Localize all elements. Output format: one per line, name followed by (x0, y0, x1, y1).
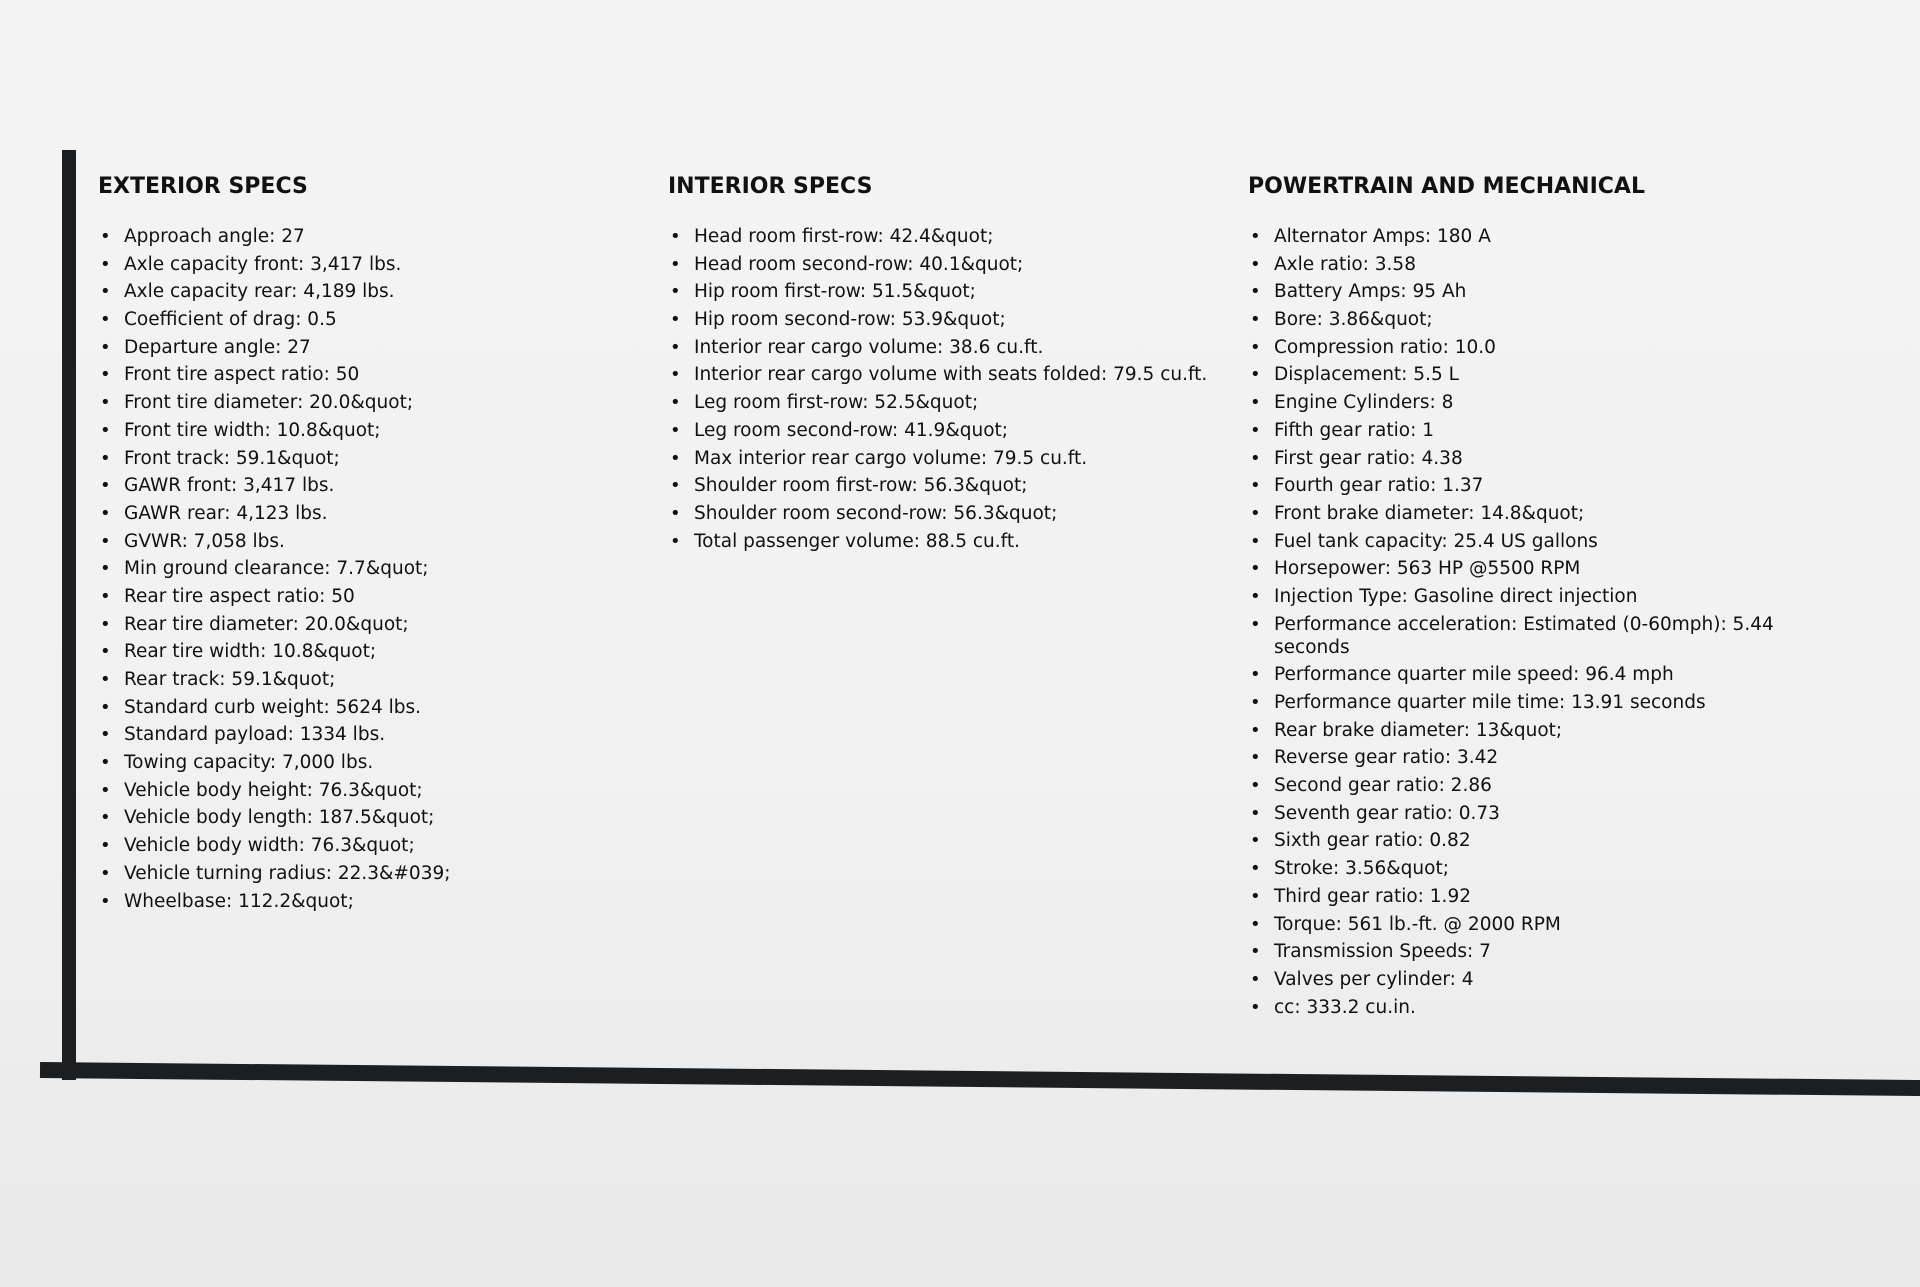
spec-item: • Horsepower: 563 HP @5500 RPM (1248, 557, 1828, 580)
spec-item: • Rear tire diameter: 20.0&quot; (98, 613, 618, 636)
spec-item: • Standard curb weight: 5624 lbs. (98, 696, 618, 719)
powertrain-specs-list (1248, 225, 1828, 1019)
spec-item: • Max interior rear cargo volume: 79.5 cu.ft. (668, 447, 1208, 470)
spec-item: • Rear tire aspect ratio: 50 (98, 585, 618, 608)
spec-item: • Leg room second-row: 41.9&quot; (668, 419, 1208, 442)
interior-specs-list (668, 225, 1208, 553)
spec-item: • Vehicle turning radius: 22.3&#039; (98, 862, 618, 885)
spec-item: • Fourth gear ratio: 1.37 (1248, 474, 1828, 497)
exterior-specs-heading: EXTERIOR SPECS (98, 174, 308, 199)
spec-item: • cc: 333.2 cu.in. (1248, 996, 1828, 1019)
spec-item: • Fifth gear ratio: 1 (1248, 419, 1828, 442)
spec-item: • Hip room first-row: 51.5&quot; (668, 280, 1208, 303)
spec-item: • Standard payload: 1334 lbs. (98, 723, 618, 746)
spec-item: • GAWR front: 3,417 lbs. (98, 474, 618, 497)
spec-item: • Rear brake diameter: 13&quot; (1248, 719, 1828, 742)
spec-item: • Hip room second-row: 53.9&quot; (668, 308, 1208, 331)
spec-item: • Reverse gear ratio: 3.42 (1248, 746, 1828, 769)
interior-specs-heading: INTERIOR SPECS (668, 174, 873, 199)
spec-item: • Axle ratio: 3.58 (1248, 253, 1828, 276)
spec-item: • Departure angle: 27 (98, 336, 618, 359)
spec-item: • Shoulder room first-row: 56.3&quot; (668, 474, 1208, 497)
spec-item: • Valves per cylinder: 4 (1248, 968, 1828, 991)
spec-item: • Approach angle: 27 (98, 225, 618, 248)
exterior-specs-section (98, 174, 618, 917)
spec-item: • Torque: 561 lb.-ft. @ 2000 RPM (1248, 913, 1828, 936)
frame-bottom-border (40, 1062, 1920, 1096)
spec-item: • Alternator Amps: 180 A (1248, 225, 1828, 248)
spec-item: • Displacement: 5.5 L (1248, 363, 1828, 386)
spec-item: • Leg room first-row: 52.5&quot; (668, 391, 1208, 414)
spec-item: • Vehicle body width: 76.3&quot; (98, 834, 618, 857)
spec-item: • Seventh gear ratio: 0.73 (1248, 802, 1828, 825)
spec-item: • Sixth gear ratio: 0.82 (1248, 829, 1828, 852)
spec-item: • Rear tire width: 10.8&quot; (98, 640, 618, 663)
interior-specs-section (668, 174, 1208, 557)
spec-item: • Towing capacity: 7,000 lbs. (98, 751, 618, 774)
spec-item: • Fuel tank capacity: 25.4 US gallons (1248, 530, 1828, 553)
spec-item: • Stroke: 3.56&quot; (1248, 857, 1828, 880)
spec-item: • Bore: 3.86&quot; (1248, 308, 1828, 331)
spec-item: • Axle capacity front: 3,417 lbs. (98, 253, 618, 276)
spec-item: • Front tire width: 10.8&quot; (98, 419, 618, 442)
spec-item: • Engine Cylinders: 8 (1248, 391, 1828, 414)
powertrain-specs-heading: POWERTRAIN AND MECHANICAL (1248, 174, 1645, 199)
powertrain-specs-section (1248, 174, 1828, 1023)
spec-item: • Third gear ratio: 1.92 (1248, 885, 1828, 908)
spec-item: • Performance acceleration: Estimated (0-60mph): 5.44 seconds (1248, 613, 1828, 659)
spec-item: • Total passenger volume: 88.5 cu.ft. (668, 530, 1208, 553)
spec-item: • Head room first-row: 42.4&quot; (668, 225, 1208, 248)
spec-item: • Interior rear cargo volume: 38.6 cu.ft. (668, 336, 1208, 359)
spec-item: • Performance quarter mile time: 13.91 seconds (1248, 691, 1828, 714)
spec-item: • Shoulder room second-row: 56.3&quot; (668, 502, 1208, 525)
spec-item: • Coefficient of drag: 0.5 (98, 308, 618, 331)
spec-item: • Front tire aspect ratio: 50 (98, 363, 618, 386)
spec-item: • Vehicle body height: 76.3&quot; (98, 779, 618, 802)
spec-item: • Transmission Speeds: 7 (1248, 940, 1828, 963)
spec-item: • Performance quarter mile speed: 96.4 mph (1248, 663, 1828, 686)
spec-item: • Front brake diameter: 14.8&quot; (1248, 502, 1828, 525)
spec-item: • Head room second-row: 40.1&quot; (668, 253, 1208, 276)
spec-item: • Battery Amps: 95 Ah (1248, 280, 1828, 303)
spec-item: • First gear ratio: 4.38 (1248, 447, 1828, 470)
spec-item: • Vehicle body length: 187.5&quot; (98, 806, 618, 829)
exterior-specs-list (98, 225, 618, 913)
spec-item: • GVWR: 7,058 lbs. (98, 530, 618, 553)
spec-item: • Axle capacity rear: 4,189 lbs. (98, 280, 618, 303)
spec-item: • Front track: 59.1&quot; (98, 447, 618, 470)
spec-item: • GAWR rear: 4,123 lbs. (98, 502, 618, 525)
spec-item: • Interior rear cargo volume with seats folded: 79.5 cu.ft. (668, 363, 1208, 386)
spec-item: • Rear track: 59.1&quot; (98, 668, 618, 691)
spec-item: • Injection Type: Gasoline direct injection (1248, 585, 1828, 608)
spec-item: • Min ground clearance: 7.7&quot; (98, 557, 618, 580)
spec-item: • Wheelbase: 112.2&quot; (98, 890, 618, 913)
spec-item: • Compression ratio: 10.0 (1248, 336, 1828, 359)
spec-item: • Second gear ratio: 2.86 (1248, 774, 1828, 797)
spec-item: • Front tire diameter: 20.0&quot; (98, 391, 618, 414)
frame-left-border (62, 150, 76, 1080)
